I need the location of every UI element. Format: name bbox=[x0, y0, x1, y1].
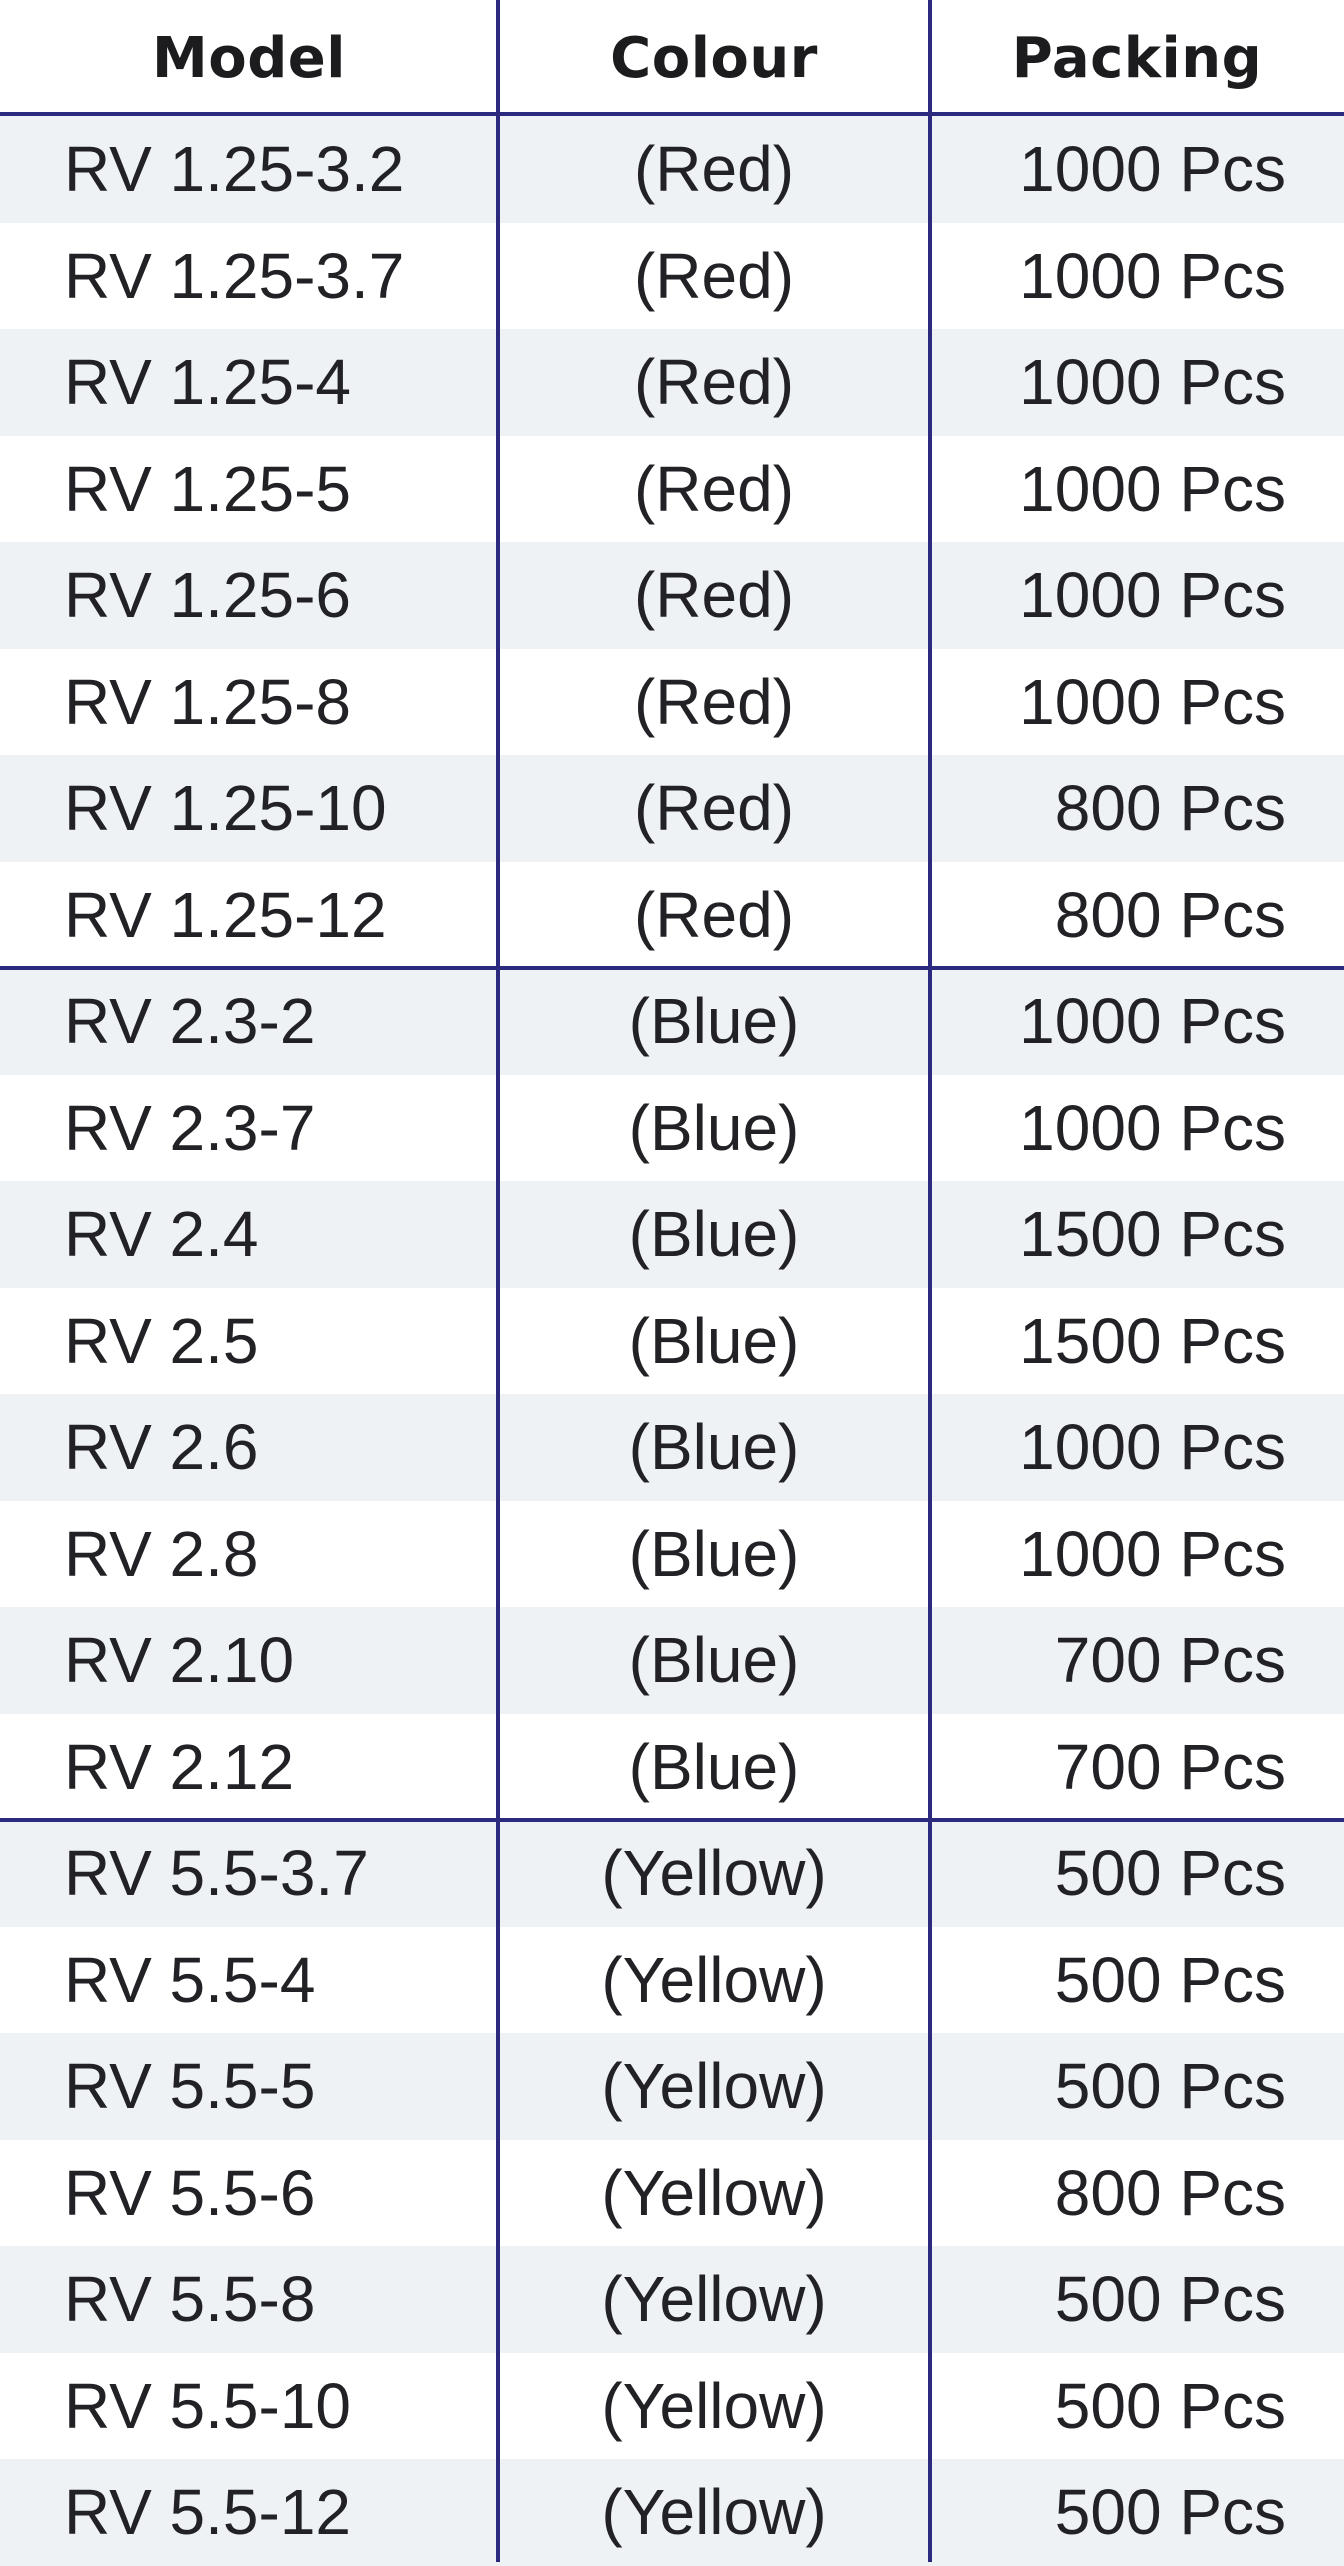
table-body bbox=[0, 116, 1344, 2566]
cell-packing: 1000 Pcs bbox=[1019, 1091, 1286, 1164]
table-row bbox=[0, 1288, 1344, 1395]
cell-model: RV 5.5-4 bbox=[64, 1943, 316, 2016]
cell-packing: 800 Pcs bbox=[1054, 878, 1286, 951]
cell-packing: 1000 Pcs bbox=[1019, 1517, 1286, 1590]
cell-colour: (Blue) bbox=[628, 1411, 800, 1484]
cell-model: RV 2.10 bbox=[64, 1624, 295, 1697]
table-row bbox=[0, 1075, 1344, 1182]
cell-model: RV 2.3-2 bbox=[64, 985, 316, 1058]
cell-packing: 800 Pcs bbox=[1054, 2156, 1286, 2229]
cell-packing: 1500 Pcs bbox=[1019, 1198, 1286, 1271]
group-separator-blue-yellow bbox=[0, 1818, 1344, 1822]
table-row bbox=[0, 542, 1344, 649]
cell-model: RV 1.25-3.7 bbox=[64, 239, 405, 312]
cell-colour: (Blue) bbox=[628, 985, 800, 1058]
cell-model: RV 1.25-12 bbox=[64, 878, 387, 951]
cell-colour: (Red) bbox=[633, 772, 795, 845]
cell-packing: 500 Pcs bbox=[1054, 2050, 1286, 2123]
cell-model: RV 5.5-8 bbox=[64, 2263, 316, 2336]
table-row bbox=[0, 2353, 1344, 2460]
cell-model: RV 1.25-6 bbox=[64, 559, 351, 632]
column-header-colour: Colour bbox=[610, 25, 818, 91]
table-row bbox=[0, 968, 1344, 1075]
cell-packing: 1500 Pcs bbox=[1019, 1304, 1286, 1377]
cell-colour: (Yellow) bbox=[601, 2263, 827, 2336]
table-row bbox=[0, 329, 1344, 436]
cell-model: RV 1.25-5 bbox=[64, 452, 351, 525]
column-header-packing: Packing bbox=[1011, 25, 1263, 91]
table-row bbox=[0, 2140, 1344, 2247]
table-row bbox=[0, 755, 1344, 862]
cell-packing: 1000 Pcs bbox=[1019, 346, 1286, 419]
table-row bbox=[0, 2033, 1344, 2140]
cell-colour: (Yellow) bbox=[601, 2050, 827, 2123]
table-row bbox=[0, 862, 1344, 969]
cell-colour: (Yellow) bbox=[601, 2156, 827, 2229]
group-separator-red-blue bbox=[0, 966, 1344, 970]
cell-colour: (Yellow) bbox=[601, 2476, 827, 2549]
cell-model: RV 5.5-6 bbox=[64, 2156, 316, 2229]
cell-packing: 1000 Pcs bbox=[1019, 133, 1286, 206]
table-row bbox=[0, 649, 1344, 756]
cell-packing: 1000 Pcs bbox=[1019, 1411, 1286, 1484]
table-row bbox=[0, 1714, 1344, 1821]
cell-colour: (Yellow) bbox=[601, 1943, 827, 2016]
table-row bbox=[0, 1927, 1344, 2034]
cell-packing: 500 Pcs bbox=[1054, 2369, 1286, 2442]
cell-packing: 500 Pcs bbox=[1054, 1837, 1286, 1910]
table-row bbox=[0, 1501, 1344, 1608]
cell-colour: (Red) bbox=[633, 239, 795, 312]
cell-colour: (Red) bbox=[633, 452, 795, 525]
cell-model: RV 1.25-4 bbox=[64, 346, 351, 419]
cell-colour: (Yellow) bbox=[601, 1837, 827, 1910]
cell-colour: (Red) bbox=[633, 346, 795, 419]
cell-packing: 500 Pcs bbox=[1054, 1943, 1286, 2016]
cell-model: RV 5.5-5 bbox=[64, 2050, 316, 2123]
cell-packing: 1000 Pcs bbox=[1019, 665, 1286, 738]
cell-model: RV 1.25-8 bbox=[64, 665, 351, 738]
cell-model: RV 1.25-10 bbox=[64, 772, 387, 845]
cell-packing: 500 Pcs bbox=[1054, 2476, 1286, 2549]
cell-colour: (Yellow) bbox=[601, 2369, 827, 2442]
table-row bbox=[0, 1607, 1344, 1714]
cell-model: RV 5.5-10 bbox=[64, 2369, 351, 2442]
cell-colour: (Blue) bbox=[628, 1517, 800, 1590]
cell-packing: 1000 Pcs bbox=[1019, 559, 1286, 632]
column-divider-2 bbox=[928, 0, 932, 2562]
table-row bbox=[0, 1181, 1344, 1288]
column-divider-1 bbox=[496, 0, 500, 2562]
cell-model: RV 2.4 bbox=[64, 1198, 259, 1271]
table-row bbox=[0, 116, 1344, 223]
cell-colour: (Red) bbox=[633, 665, 795, 738]
cell-colour: (Blue) bbox=[628, 1624, 800, 1697]
cell-colour: (Blue) bbox=[628, 1730, 800, 1803]
cell-colour: (Blue) bbox=[628, 1304, 800, 1377]
cell-packing: 1000 Pcs bbox=[1019, 239, 1286, 312]
table-row bbox=[0, 2459, 1344, 2566]
cell-packing: 1000 Pcs bbox=[1019, 985, 1286, 1058]
table-row bbox=[0, 1820, 1344, 1927]
cell-colour: (Red) bbox=[633, 559, 795, 632]
cell-packing: 700 Pcs bbox=[1054, 1730, 1286, 1803]
cell-colour: (Red) bbox=[633, 878, 795, 951]
cell-packing: 1000 Pcs bbox=[1019, 452, 1286, 525]
column-header-model: Model bbox=[152, 25, 346, 91]
cell-colour: (Red) bbox=[633, 133, 795, 206]
cell-model: RV 5.5-3.7 bbox=[64, 1837, 369, 1910]
cell-packing: 700 Pcs bbox=[1054, 1624, 1286, 1697]
cell-colour: (Blue) bbox=[628, 1198, 800, 1271]
cell-packing: 500 Pcs bbox=[1054, 2263, 1286, 2336]
cell-model: RV 2.6 bbox=[64, 1411, 259, 1484]
table-row bbox=[0, 2246, 1344, 2353]
cell-model: RV 2.12 bbox=[64, 1730, 295, 1803]
table-header bbox=[0, 0, 1344, 116]
cell-model: RV 1.25-3.2 bbox=[64, 133, 405, 206]
cell-colour: (Blue) bbox=[628, 1091, 800, 1164]
cell-model: RV 2.8 bbox=[64, 1517, 259, 1590]
table-row bbox=[0, 1394, 1344, 1501]
cell-model: RV 2.3-7 bbox=[64, 1091, 316, 1164]
table-row bbox=[0, 436, 1344, 543]
table-row bbox=[0, 223, 1344, 330]
cell-packing: 800 Pcs bbox=[1054, 772, 1286, 845]
cell-model: RV 2.5 bbox=[64, 1304, 259, 1377]
cell-model: RV 5.5-12 bbox=[64, 2476, 351, 2549]
